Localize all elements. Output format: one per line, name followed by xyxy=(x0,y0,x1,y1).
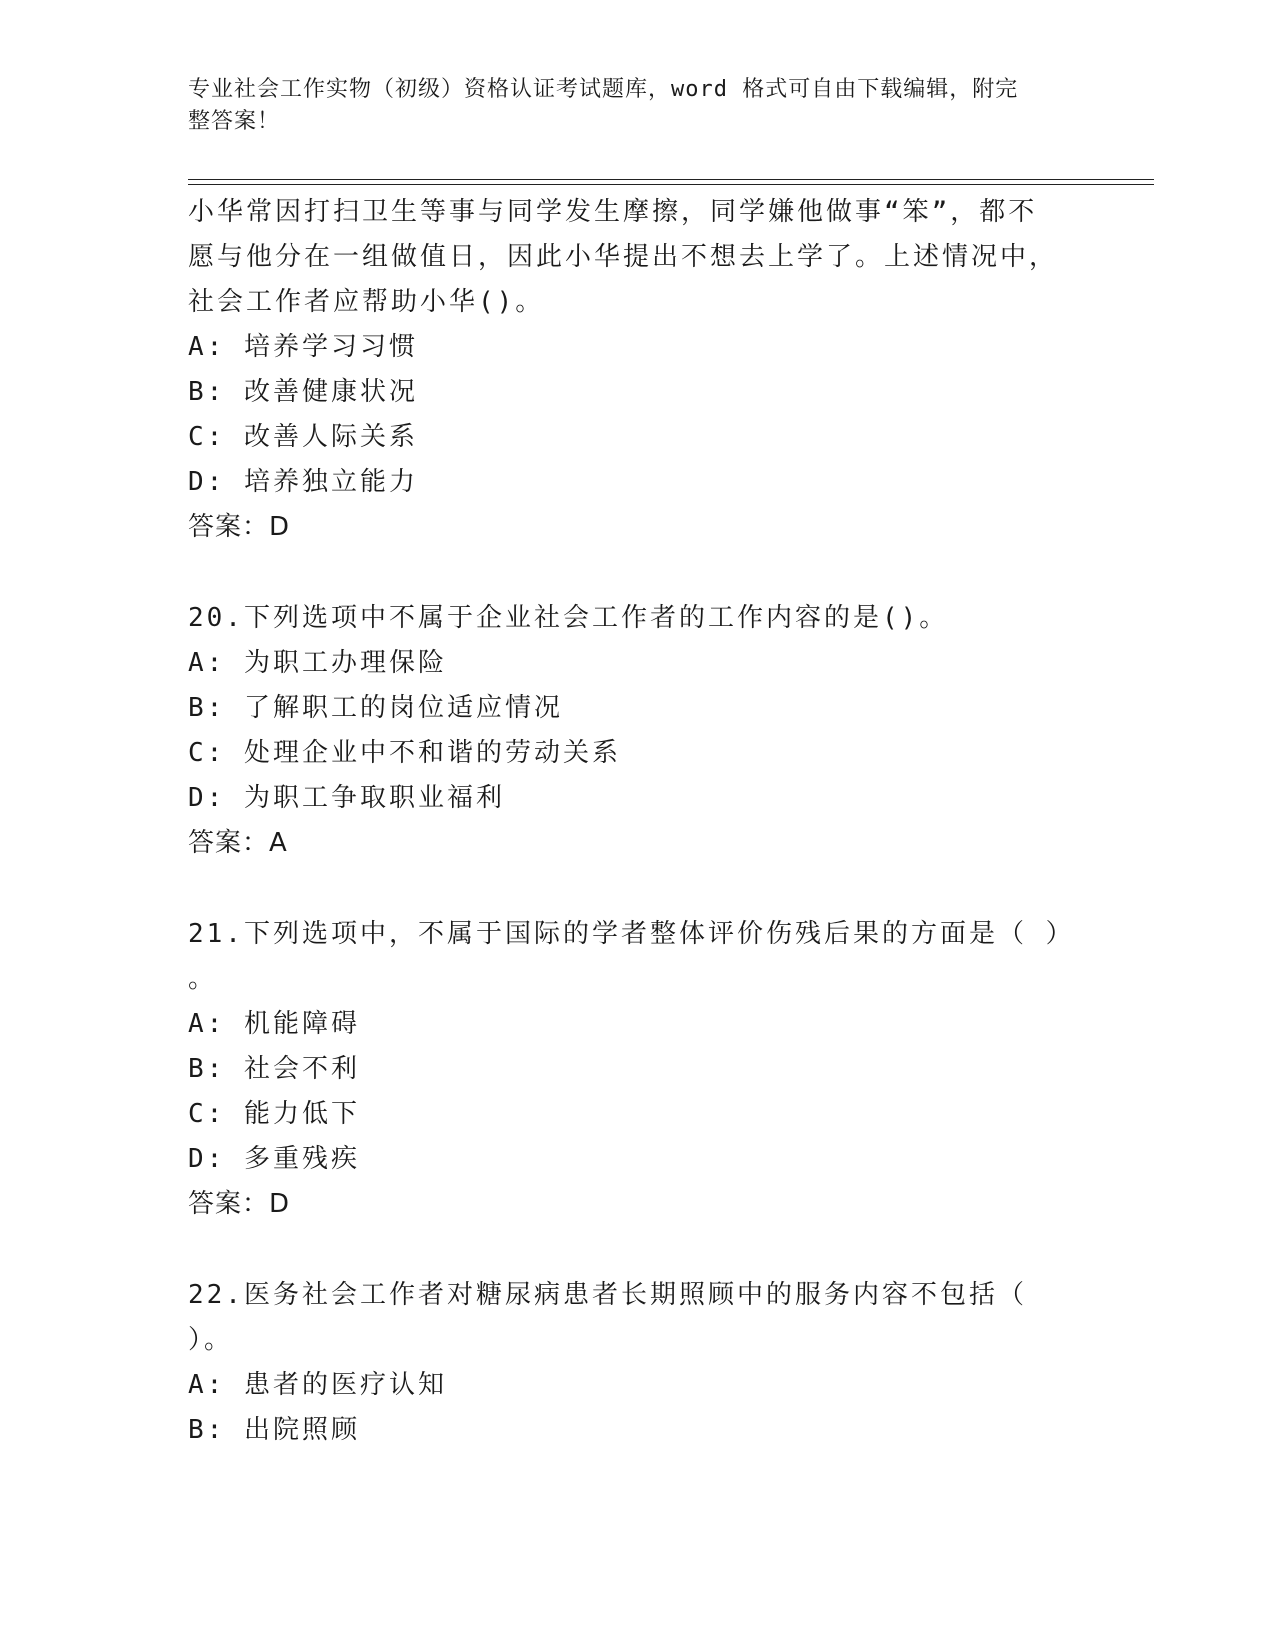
question-stem: 小华常因打扫卫生等事与同学发生摩擦，同学嫌他做事“笨”，都不 xyxy=(188,197,1038,227)
option-b: B: 出院照顾 xyxy=(188,1415,360,1445)
option-d: D: 培养独立能力 xyxy=(188,467,418,497)
option-b: B: 改善健康状况 xyxy=(188,377,418,407)
question-stem: 20.下列选项中不属于企业社会工作者的工作内容的是()。 xyxy=(188,603,949,633)
question-19 xyxy=(188,190,1108,550)
question-stem: 社会工作者应帮助小华()。 xyxy=(188,287,545,317)
answer: 答案：D xyxy=(188,1189,291,1219)
option-d: D: 为职工争取职业福利 xyxy=(188,783,505,813)
option-b: B: 了解职工的岗位适应情况 xyxy=(188,693,563,723)
header-line-2: 整答案！ xyxy=(188,109,281,134)
spacer xyxy=(188,550,1108,596)
question-list xyxy=(188,190,1108,1453)
option-a: A: 为职工办理保险 xyxy=(188,648,447,678)
question-stem: 21.下列选项中，不属于国际的学者整体评价伤残后果的方面是（ ） xyxy=(188,919,1075,949)
question-stem: 22.医务社会工作者对糖尿病患者长期照顾中的服务内容不包括（ xyxy=(188,1280,1027,1310)
header-divider-top xyxy=(188,179,1154,180)
document-header xyxy=(188,74,1068,138)
question-stem: ）。 xyxy=(188,1325,234,1355)
question-stem: 愿与他分在一组做值日，因此小华提出不想去上学了。上述情况中， xyxy=(188,242,1059,272)
option-a: A: 培养学习习惯 xyxy=(188,332,418,362)
option-c: C: 能力低下 xyxy=(188,1099,360,1129)
header-divider-bottom xyxy=(188,184,1154,185)
option-b: B: 社会不利 xyxy=(188,1054,360,1084)
option-c: C: 处理企业中不和谐的劳动关系 xyxy=(188,738,621,768)
option-a: A: 机能障碍 xyxy=(188,1009,360,1039)
question-21 xyxy=(188,912,1108,1227)
option-a: A: 患者的医疗认知 xyxy=(188,1370,447,1400)
question-22 xyxy=(188,1273,1108,1453)
question-20 xyxy=(188,596,1108,866)
option-d: D: 多重残疾 xyxy=(188,1144,360,1174)
spacer xyxy=(188,866,1108,912)
header-line-1: 专业社会工作实物（初级）资格认证考试题库，word 格式可自由下载编辑，附完 xyxy=(188,77,1019,102)
answer: 答案：D xyxy=(188,512,291,542)
answer: 答案：A xyxy=(188,828,288,858)
question-stem: 。 xyxy=(188,964,218,994)
option-c: C: 改善人际关系 xyxy=(188,422,418,452)
spacer xyxy=(188,1227,1108,1273)
